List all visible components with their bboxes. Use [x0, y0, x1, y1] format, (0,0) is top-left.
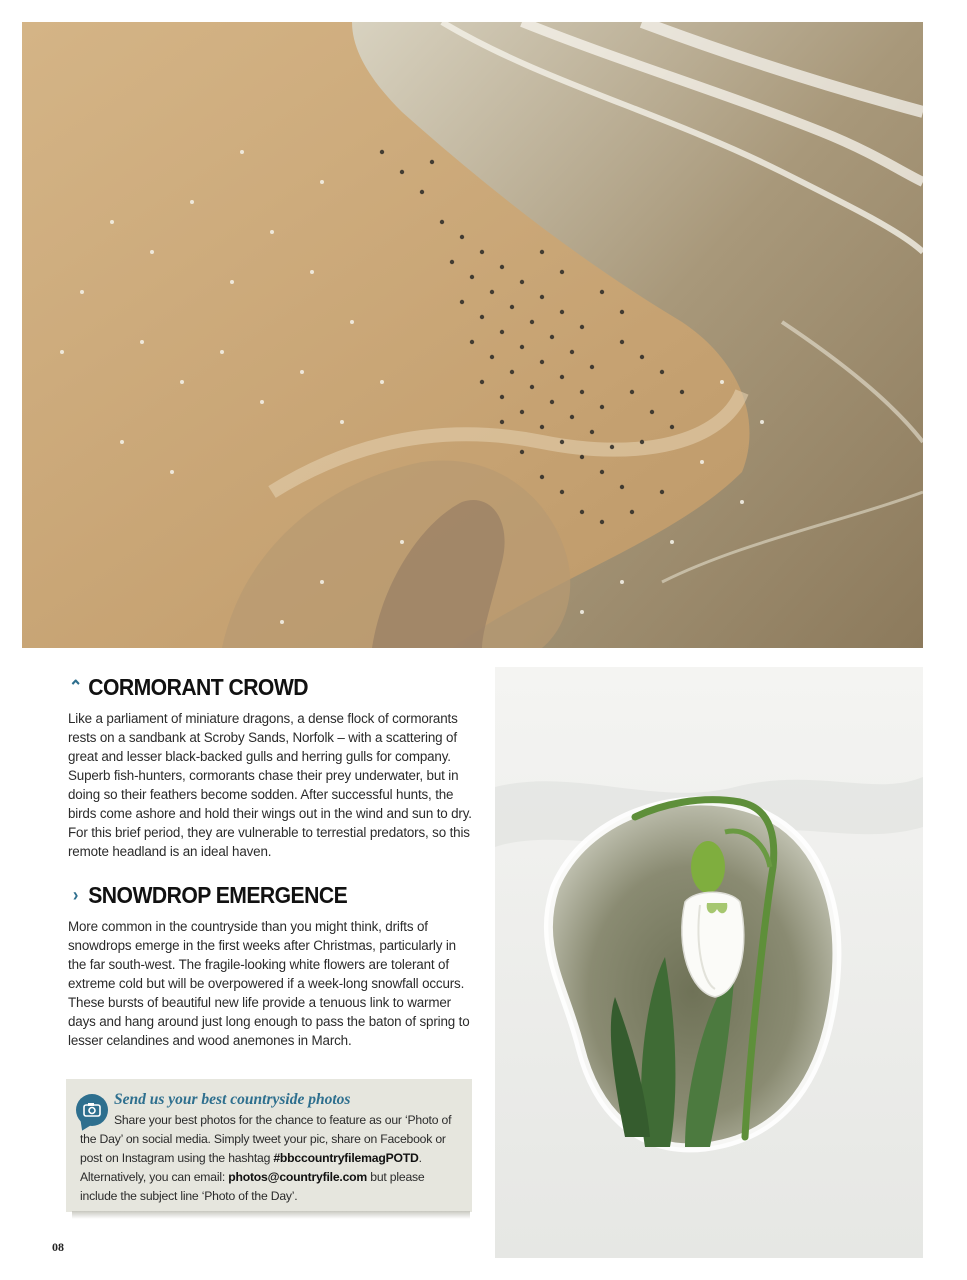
headline-text: CORMORANT CROWD — [88, 674, 308, 700]
promo-hashtag: #bbccountryfilemagPOTD — [273, 1151, 419, 1165]
promo-text-1: Share your best photos for the chance to feature as our ‘Photo of the Day’ on social media. Simply tweet your pic, share on Facebook or post on Instagram using the hashtag — [80, 1113, 452, 1165]
article-headline — [68, 674, 443, 701]
article-body: More common in the countryside than you might think, drifts of snowdrops emerge in the first weeks after Christmas, particularly in the far south-west. The fragile-looking white flowers are tolerant of extreme cold but will be overpowered if a week-long snowfall occurs. These bursts of beautiful new life provide a tenuous link to warmer days and hang around just long enough to pass the baton of spring to lesser celandines and wood anemones in March. — [68, 919, 470, 1048]
camera-icon — [76, 1094, 108, 1126]
up-chevron-icon: ⌃ — [68, 677, 83, 697]
snowdrop-photo — [495, 667, 923, 1258]
promo-text-2: . Alternatively, you can email: — [80, 1151, 422, 1184]
photo-submission-promo — [66, 1079, 472, 1212]
promo-text-3: but please include the subject line ‘Photo of the Day’. — [80, 1170, 425, 1203]
headline-text: SNOWDROP EMERGENCE — [88, 882, 348, 908]
article-cormorant-crowd — [68, 674, 476, 861]
promo-title: Send us your best countryside photos — [114, 1091, 351, 1108]
snowdrop-photo-illustration — [495, 667, 923, 1258]
promo-shadow — [72, 1211, 470, 1219]
cormorant-sandbank-photo — [22, 22, 923, 648]
right-chevron-icon: › — [72, 885, 78, 905]
article-snowdrop-emergence — [68, 882, 476, 1050]
promo-email-link[interactable]: photos@countryfile.com — [228, 1170, 368, 1184]
promo-text — [80, 1111, 460, 1206]
article-body: Like a parliament of miniature dragons, a dense flock of cormorants rests on a sandbank at Scroby Sands, Norfolk – with a scattering of great and lesser black-backed gulls and herring gulls for company. Superb fish-hunters, cormorants chase their prey underwater, but in doing so their feathers become sodden. After successful hunts, the birds come ashore and hold their wings out in the wind and sun to dry. For this brief period, they are vulnerable to terrestial predators, so this remote headland is an ideal haven. — [68, 711, 472, 859]
article-headline — [68, 882, 443, 909]
cormorant-photo-illustration — [22, 22, 923, 648]
page-number: 08 — [52, 1240, 64, 1254]
